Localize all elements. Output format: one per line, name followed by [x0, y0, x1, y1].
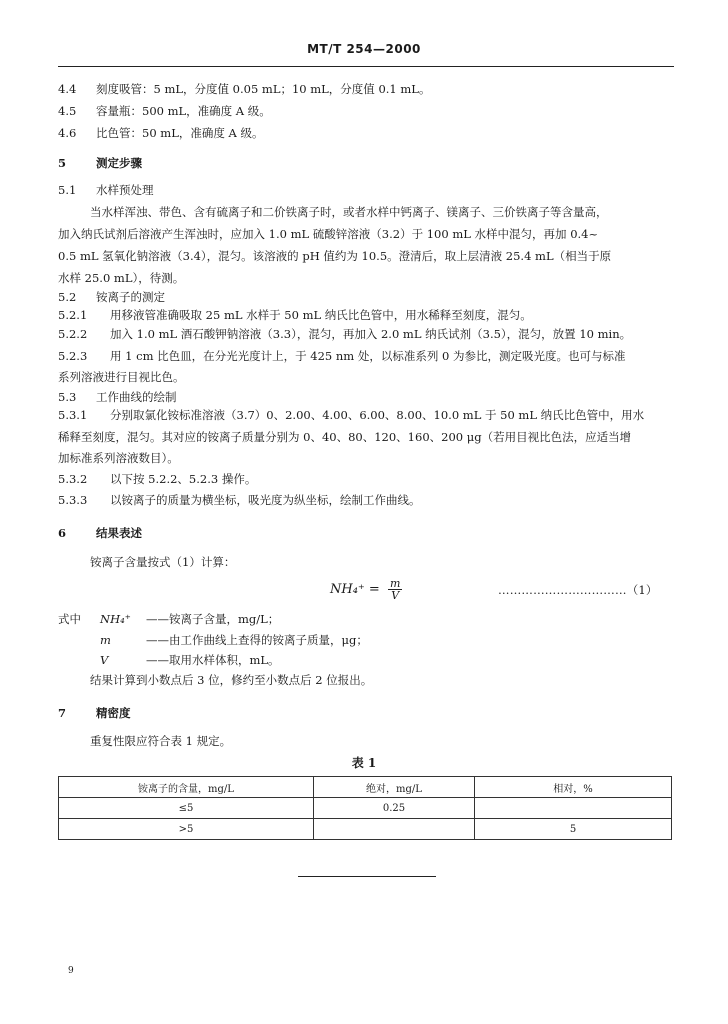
equation-number: ……………………………（1） — [498, 583, 658, 597]
formula-lhs: NH₄⁺ = — [330, 582, 380, 597]
page-number: 9 — [68, 966, 74, 976]
formula-1 — [330, 578, 402, 601]
precision-table — [58, 776, 672, 840]
line-4-6: 4.6 比色管：50 mL，准确度 A 级。 — [58, 126, 264, 140]
table-cell: ≤5 — [59, 798, 314, 819]
section-5-2-3-cont: 系列溶液进行目视比色。 — [58, 370, 185, 384]
table-row — [59, 798, 672, 819]
section-5-2-1: 5.2.1 用移液管准确吸取 25 mL 水样于 50 mL 纳氏比色管中，用水稀释至刻度，混匀。 — [58, 308, 532, 322]
table-caption: 表 1 — [351, 756, 377, 770]
where-var-2: m ——由工作曲线上查得的铵离子质量，μg； — [100, 633, 368, 647]
section-5-heading: 5 测定步骤 — [58, 156, 142, 170]
formula-intro: 铵离子含量按式（1）计算： — [90, 555, 236, 569]
table-cell: 5 — [475, 819, 672, 840]
formula-numerator: m — [389, 577, 401, 590]
line-4-4: 4.4 刻度吸管：5 mL，分度值 0.05 mL；10 mL，分度值 0.1 mL。 — [58, 82, 431, 96]
page-header: MT/T 254—2000 — [307, 42, 421, 56]
section-5-2-2: 5.2.2 加入 1.0 mL 酒石酸钾钠溶液（3.3），混匀，再加入 2.0 mL 纳氏试剂（3.5），混匀，放置 10 min。 — [58, 327, 632, 341]
header-rule — [58, 66, 674, 67]
section-5-1-heading: 5.1 水样预处理 — [58, 183, 154, 197]
section-7-heading: 7 精密度 — [58, 706, 131, 720]
table-cell: >5 — [59, 819, 314, 840]
table-cell: 0.25 — [314, 798, 475, 819]
table-row — [59, 819, 672, 840]
section-5-3-2: 5.3.2 以下按 5.2.2、5.2.3 操作。 — [58, 472, 257, 486]
formula-denominator: V — [391, 589, 400, 602]
where-var-1: 式中 NH₄⁺ ——铵离子含量，mg/L； — [58, 612, 280, 626]
section-5-3-heading: 5.3 工作曲线的绘制 — [58, 390, 177, 404]
result-note: 结果计算到小数点后 3 位，修约至小数点后 2 位报出。 — [90, 673, 373, 687]
where-var-3: V ——取用水样体积，mL。 — [100, 653, 280, 667]
paragraph-5-1-line-2: 加入纳氏试剂后溶液产生浑浊时，应加入 1.0 mL 硫酸锌溶液（3.2）于 100 mL 水样中混匀，再加 0.4~ — [58, 227, 599, 241]
table-header-cell: 铵离子的含量，mg/L — [59, 777, 314, 798]
table-cell — [475, 798, 672, 819]
section-5-3-1: 5.3.1 分别取氯化铵标准溶液（3.7）0、2.00、4.00、6.00、8.00、10.0 mL 于 50 mL 纳氏比色管中，用水 — [58, 408, 645, 422]
paragraph-5-1-line-4: 水样 25.0 mL），待测。 — [58, 271, 185, 285]
paragraph-5-1-line-3: 0.5 mL 氢氧化钠溶液（3.4），混匀。该溶液的 pH 值约为 10.5。澄清后，取上层清液 25.4 mL（相当于原 — [58, 249, 612, 263]
table-header-cell: 相对，% — [475, 777, 672, 798]
paragraph-5-1-line-1: 当水样浑浊、带色、含有硫离子和二价铁离子时，或者水样中钙离子、镁离子、三价铁离子等含量高， — [90, 205, 608, 219]
section-6-heading: 6 结果表述 — [58, 526, 142, 540]
section-5-2-3: 5.2.3 用 1 cm 比色皿，在分光光度计上，于 425 nm 处，以标准系列 0 为参比，测定吸光度。也可与标准 — [58, 349, 626, 363]
end-rule — [298, 876, 436, 877]
table-header-row — [59, 777, 672, 798]
section-7-paragraph: 重复性限应符合表 1 规定。 — [90, 734, 232, 748]
section-5-3-3: 5.3.3 以铵离子的质量为横坐标，吸光度为纵坐标，绘制工作曲线。 — [58, 493, 421, 507]
line-4-5: 4.5 容量瓶：500 mL，准确度 A 级。 — [58, 104, 271, 118]
section-5-3-1-line-2: 稀释至刻度，混匀。其对应的铵离子质量分别为 0、40、80、120、160、200 μg（若用目视比色法，应适当增 — [58, 430, 632, 444]
section-5-2-heading: 5.2 铵离子的测定 — [58, 290, 165, 304]
table-cell — [314, 819, 475, 840]
where-label: 式中 — [58, 612, 81, 626]
formula-fraction — [388, 578, 402, 601]
table-header-cell: 绝对，mg/L — [314, 777, 475, 798]
section-5-3-1-line-3: 加标准系列溶液数目）。 — [58, 451, 179, 465]
